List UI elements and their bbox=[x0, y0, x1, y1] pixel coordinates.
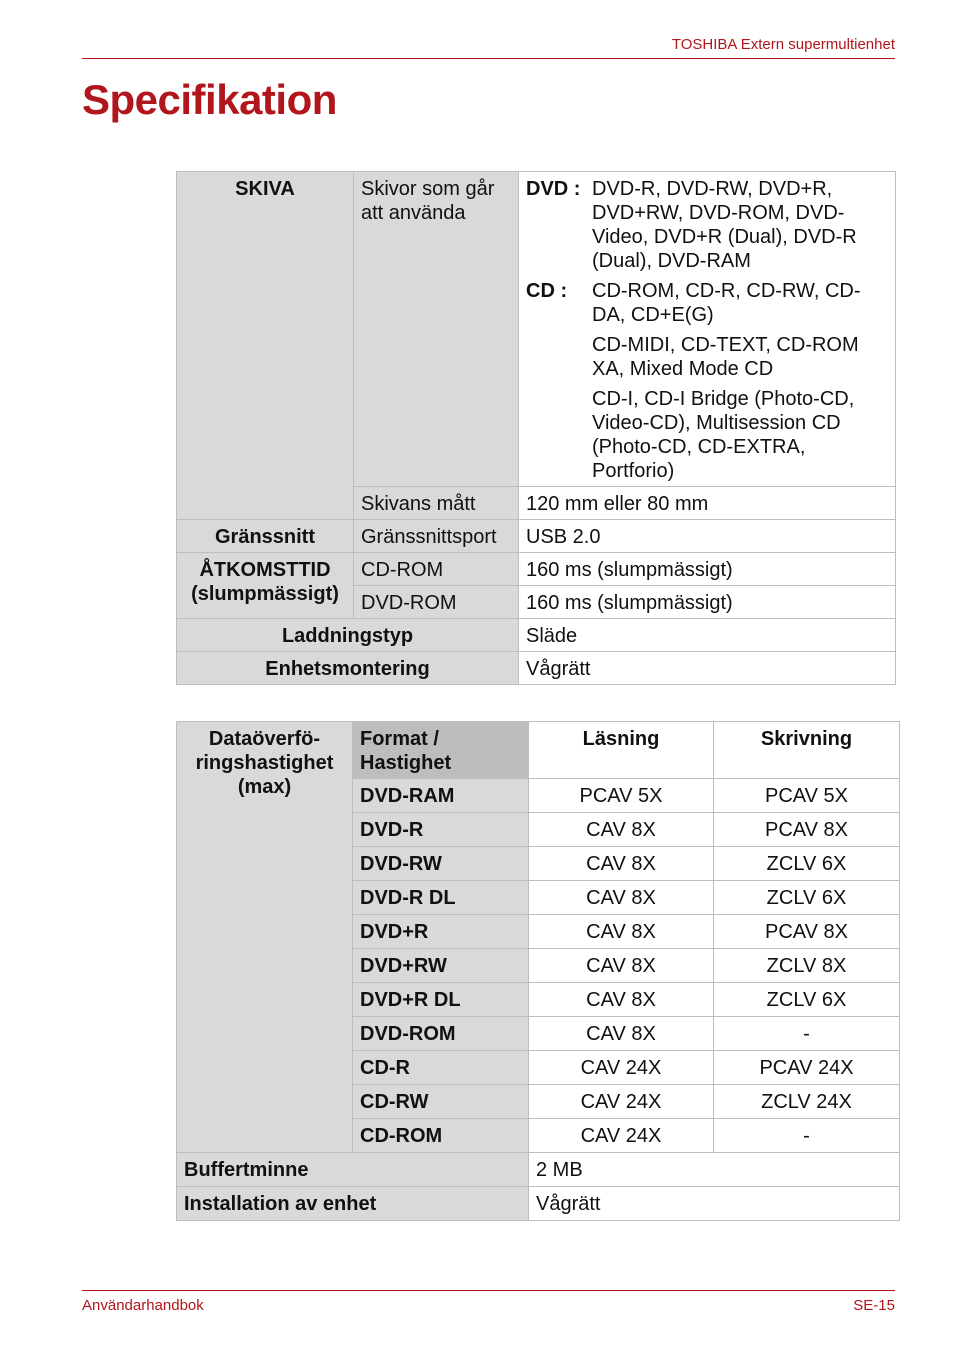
write-speed-cell: ZCLV 6X bbox=[714, 847, 900, 881]
read-speed-cell: CAV 8X bbox=[529, 847, 714, 881]
page-title: Specifikation bbox=[82, 76, 337, 123]
mounting-label: Enhetsmontering bbox=[177, 652, 519, 685]
read-speed-cell: PCAV 5X bbox=[529, 779, 714, 813]
format-cell: DVD-R DL bbox=[353, 881, 529, 915]
col-format-header: Format / Hastighet bbox=[353, 722, 529, 779]
write-speed-cell: - bbox=[714, 1119, 900, 1153]
write-speed-cell: ZCLV 8X bbox=[714, 949, 900, 983]
write-speed-cell: ZCLV 6X bbox=[714, 881, 900, 915]
interface-value: USB 2.0 bbox=[519, 520, 896, 553]
transfer-rate-label: Dataöverfö-ringshastighet (max) bbox=[177, 722, 353, 1153]
format-cell: DVD-ROM bbox=[353, 1017, 529, 1051]
read-speed-cell: CAV 8X bbox=[529, 983, 714, 1017]
transfer-rate-table bbox=[176, 721, 900, 1221]
access-time-label: ÅTKOMSTTID (slumpmässigt) bbox=[177, 553, 354, 619]
format-cell: DVD-RAM bbox=[353, 779, 529, 813]
disc-size-value: 120 mm eller 80 mm bbox=[519, 487, 896, 520]
access-dvdrom-label: DVD-ROM bbox=[354, 586, 519, 619]
loading-type-value: Släde bbox=[519, 619, 896, 652]
dvd-formats: DVD-R, DVD-RW, DVD+R, DVD+RW, DVD-ROM, DVD-Video, DVD+R (Dual), DVD-R (Dual), DVD-RAM bbox=[592, 178, 857, 272]
loading-type-label: Laddningstyp bbox=[177, 619, 519, 652]
footer-rule bbox=[82, 1290, 895, 1291]
interface-port-label: Gränssnittsport bbox=[354, 520, 519, 553]
usable-discs-value bbox=[519, 172, 896, 487]
install-label: Installation av enhet bbox=[177, 1187, 529, 1221]
running-header: TOSHIBA Extern supermultienhet bbox=[671, 36, 895, 53]
format-cell: DVD-RW bbox=[353, 847, 529, 881]
read-speed-cell: CAV 8X bbox=[529, 813, 714, 847]
usable-discs-label: Skivor som går att använda bbox=[354, 172, 519, 487]
read-speed-cell: CAV 24X bbox=[529, 1085, 714, 1119]
disc-size-label: Skivans mått bbox=[354, 487, 519, 520]
mounting-value: Vågrätt bbox=[519, 652, 896, 685]
page-number: SE-15 bbox=[853, 1297, 895, 1314]
format-cell: DVD+R bbox=[353, 915, 529, 949]
col-write-header: Skrivning bbox=[714, 722, 900, 779]
write-speed-cell: PCAV 8X bbox=[714, 915, 900, 949]
header-rule bbox=[82, 58, 895, 59]
disc-list bbox=[526, 177, 888, 483]
read-speed-cell: CAV 8X bbox=[529, 881, 714, 915]
cd-label: CD : bbox=[526, 280, 568, 302]
write-speed-cell: PCAV 8X bbox=[714, 813, 900, 847]
cd-formats-3: CD-I, CD-I Bridge (Photo-CD, Video-CD), Multisession CD (Photo-CD, CD-EXTRA, Portforio) bbox=[592, 388, 855, 482]
footer-manual-name: Användarhandbok bbox=[82, 1297, 204, 1314]
read-speed-cell: CAV 24X bbox=[529, 1051, 714, 1085]
col-read-header: Läsning bbox=[529, 722, 714, 779]
read-speed-cell: CAV 8X bbox=[529, 915, 714, 949]
write-speed-cell: PCAV 5X bbox=[714, 779, 900, 813]
interface-label: Gränssnitt bbox=[177, 520, 354, 553]
read-speed-cell: CAV 24X bbox=[529, 1119, 714, 1153]
cd-formats-2: CD-MIDI, CD-TEXT, CD-ROM XA, Mixed Mode CD bbox=[592, 334, 859, 380]
read-speed-cell: CAV 8X bbox=[529, 949, 714, 983]
buffer-label: Buffertminne bbox=[177, 1153, 529, 1187]
read-speed-cell: CAV 8X bbox=[529, 1017, 714, 1051]
format-cell: DVD-R bbox=[353, 813, 529, 847]
format-cell: DVD+R DL bbox=[353, 983, 529, 1017]
skiva-label: SKIVA bbox=[177, 172, 354, 520]
write-speed-cell: ZCLV 6X bbox=[714, 983, 900, 1017]
write-speed-cell: ZCLV 24X bbox=[714, 1085, 900, 1119]
dvd-label: DVD : bbox=[526, 178, 581, 200]
format-cell: DVD+RW bbox=[353, 949, 529, 983]
format-cell: CD-RW bbox=[353, 1085, 529, 1119]
install-value: Vågrätt bbox=[529, 1187, 900, 1221]
drive-spec-table bbox=[176, 171, 896, 685]
write-speed-cell: PCAV 24X bbox=[714, 1051, 900, 1085]
format-cell: CD-ROM bbox=[353, 1119, 529, 1153]
cd-formats-1: CD-ROM, CD-R, CD-RW, CD-DA, CD+E(G) bbox=[592, 280, 861, 326]
write-speed-cell: - bbox=[714, 1017, 900, 1051]
access-dvdrom-value: 160 ms (slumpmässigt) bbox=[519, 586, 896, 619]
access-cdrom-label: CD-ROM bbox=[354, 553, 519, 586]
buffer-value: 2 MB bbox=[529, 1153, 900, 1187]
format-cell: CD-R bbox=[353, 1051, 529, 1085]
access-cdrom-value: 160 ms (slumpmässigt) bbox=[519, 553, 896, 586]
